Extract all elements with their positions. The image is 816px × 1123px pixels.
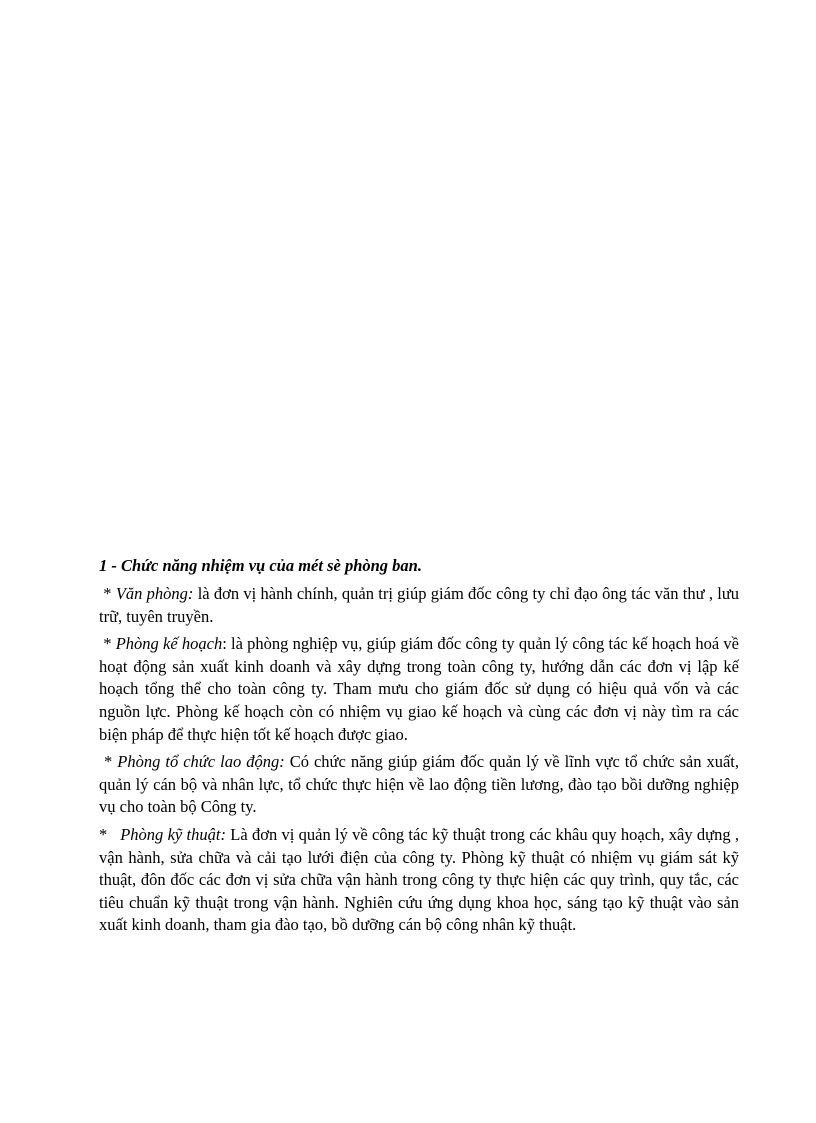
department-label: Phòng kỹ thuật: [120,824,226,844]
department-label: Phòng kế hoạch [115,634,223,654]
paragraph-text: là đơn vị hành chính, quản trị giúp giám đốc công ty chỉ đạo ông tác văn thư , lưu trữ, tuyên truyền. [99,584,740,626]
paragraph-ky-thuat [99,824,739,937]
department-label: Văn phòng: [115,584,194,603]
department-label: Phòng tổ chức lao động: [117,752,285,772]
paragraph-van-phong [99,583,739,628]
bullet-marker: * [99,824,121,844]
paragraph-to-chuc-lao-dong [99,751,739,819]
paragraph-ke-hoach [99,633,739,746]
section-body [99,555,739,942]
paragraph-text: Có chức năng giúp giám đốc quản lý về lĩnh vực tổ chức sản xuất, quản lý cán bộ và nhân lực, tổ chức thực hiện về lao động tiền lương, đào tạo bồi dưỡng nghiệp vụ cho toàn bộ Công ty. [99,752,740,817]
bullet-marker: * [99,752,118,772]
paragraph-text: : là phòng nghiệp vụ, giúp giám đốc công ty quản lý công tác kế hoạch hoá về hoạt động sản xuất kinh doanh và xây dựng trong toàn công ty, hướng dẫn các đơn vị lập kế hoạch tổng thể cho toàn công ty. Tham mưu cho giám đốc sử dụng có hiệu quả vốn và các nguồn lực. Phòng kế hoạch còn có nhiệm vụ giao kế hoạch và cùng các đơn vị này tìm ra các biện pháp để thực hiện tốt kế hoạch được giao. [99,634,740,744]
bullet-marker: * [99,634,116,654]
section-heading: 1 - Chức năng nhiệm vụ của mét sè phòng ban. [99,556,422,575]
paragraph-text: Là đơn vị quản lý về công tác kỹ thuật trong các khâu quy hoạch, xây dựng , vận hành, sửa chữa và cải tạo lưới điện của công ty. Phòng kỹ thuật có nhiệm vụ giám sát kỹ thuật, đôn đốc các đơn vị sửa chữa vận hành trong công ty thực hiện các quy trình, quy tắc, các tiêu chuẩn kỹ thuật trong vận hành. Nghiên cứu ứng dụng khoa học, sáng tạo kỹ thuật vào sản xuất kinh doanh, tham gia đào tạo, bồ dưỡng cán bộ công nhân kỹ thuật. [99,824,740,935]
bullet-marker: * [99,584,116,603]
